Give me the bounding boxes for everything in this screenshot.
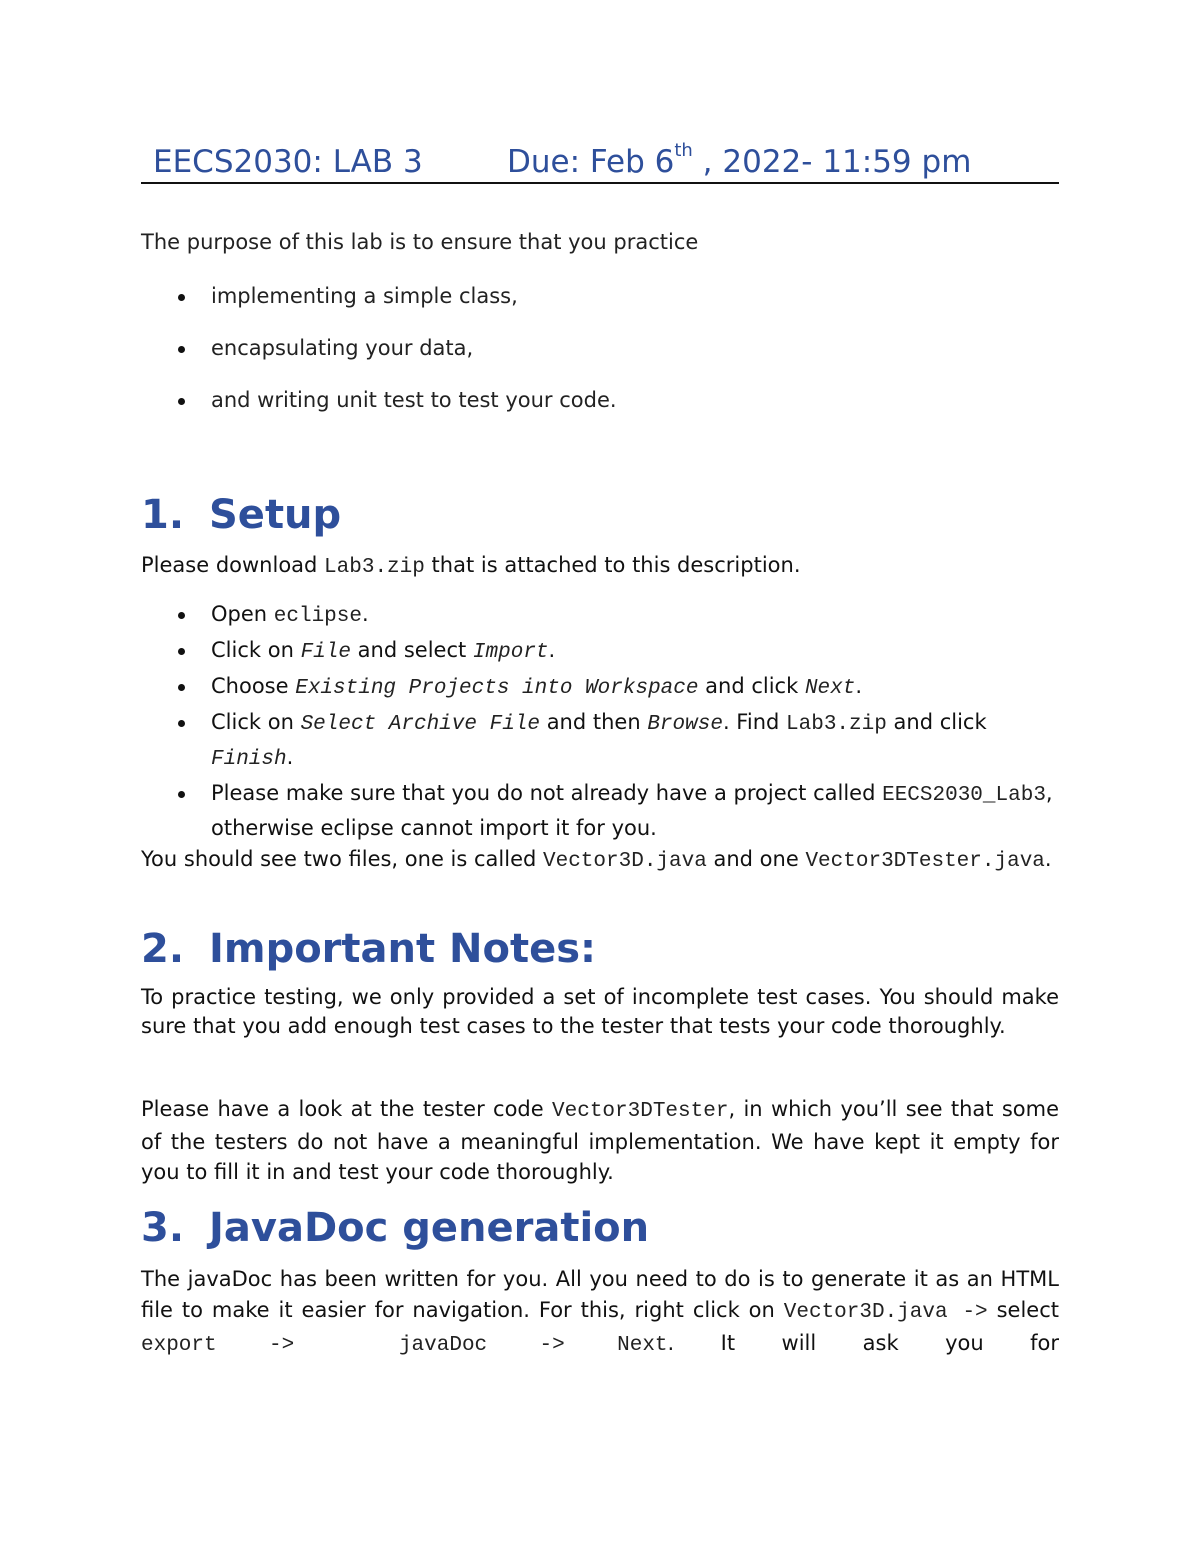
list-item: Choose Existing Projects into Workspace and click Next. (141, 670, 1059, 705)
purpose-list (141, 278, 1059, 434)
list-item: Please make sure that you do not already have a project called EECS2030_Lab3, otherwise eclipse cannot import it for you. (141, 777, 1059, 844)
intro-text: The purpose of this lab is to ensure that you practice (141, 230, 699, 254)
javadoc-paragraph: The javaDoc has been written for you. All you need to do is to generate it as an HTML file to make it easier for navigation. For this, right click on Vector3D.java -> select export -> javaDoc -> Next. It will ask you for (141, 1267, 1060, 1357)
list-item: implementing a simple class, (141, 278, 1059, 330)
files-paragraph: You should see two files, one is called Vector3D.java and one Vector3DTester.java. (141, 847, 1052, 873)
notes-paragraph-1: To practice testing, we only provided a set of incomplete test cases. You should make sure that you add enough test cases to the tester that tests your code thoroughly. (141, 985, 1059, 1038)
setup-paragraph: Please download Lab3.zip that is attached to this description. (141, 553, 801, 579)
list-item: and writing unit test to test your code. (141, 382, 1059, 434)
list-item: Click on Select Archive File and then Browse. Find Lab3.zip and click Finish. (141, 706, 1059, 776)
lab-title: EECS2030: LAB 3 (153, 144, 423, 180)
section-heading-notes: 2. Important Notes: (141, 926, 597, 972)
due-date: Due: Feb 6th , 2022- 11:59 pm (507, 140, 972, 180)
title-bar (141, 140, 1059, 184)
list-item: Click on File and select Import. (141, 634, 1059, 669)
setup-steps-list (141, 598, 1059, 845)
section-heading-javadoc: 3. JavaDoc generation (141, 1205, 650, 1251)
section-heading-setup: 1. Setup (141, 492, 342, 538)
notes-paragraph-2: Please have a look at the tester code Vector3DTester, in which you’ll see that some of the testers do not have a meaningful implementation. We have kept it empty for you to fill it in and test your code thoroughly. (141, 1097, 1059, 1184)
list-item: Open eclipse. (141, 598, 1059, 633)
list-item: encapsulating your data, (141, 330, 1059, 382)
